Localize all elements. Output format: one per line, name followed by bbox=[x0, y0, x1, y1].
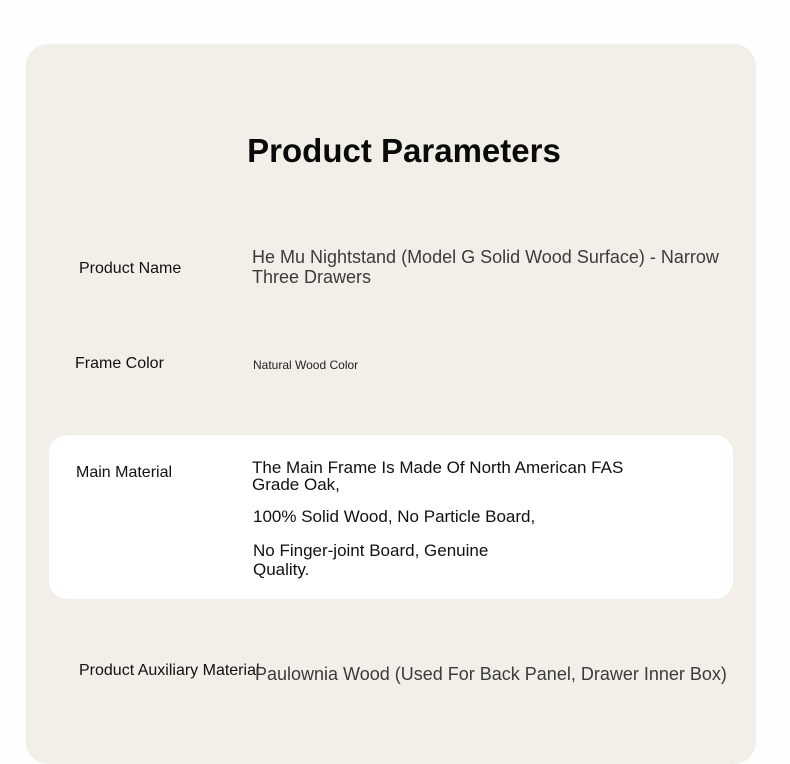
auxiliary-material-label: Product Auxiliary Material bbox=[79, 662, 260, 679]
main-material-line-2: 100% Solid Wood, No Particle Board, bbox=[253, 507, 536, 526]
product-name-value: He Mu Nightstand (Model G Solid Wood Surface) - Narrow Three Drawers bbox=[252, 247, 719, 287]
main-material-line-1: The Main Frame Is Made Of North American FAS Grade Oak, bbox=[252, 458, 624, 494]
frame-color-label: Frame Color bbox=[75, 355, 164, 372]
frame-color-value: Natural Wood Color bbox=[253, 358, 359, 372]
auxiliary-material-value: Paulownia Wood (Used For Back Panel, Drawer Inner Box) bbox=[255, 664, 727, 684]
main-material-line-3: No Finger-joint Board, Genuine Quality. bbox=[253, 541, 489, 579]
main-material-label: Main Material bbox=[76, 464, 173, 481]
page-title: Product Parameters bbox=[247, 132, 561, 169]
product-name-label: Product Name bbox=[79, 260, 182, 277]
